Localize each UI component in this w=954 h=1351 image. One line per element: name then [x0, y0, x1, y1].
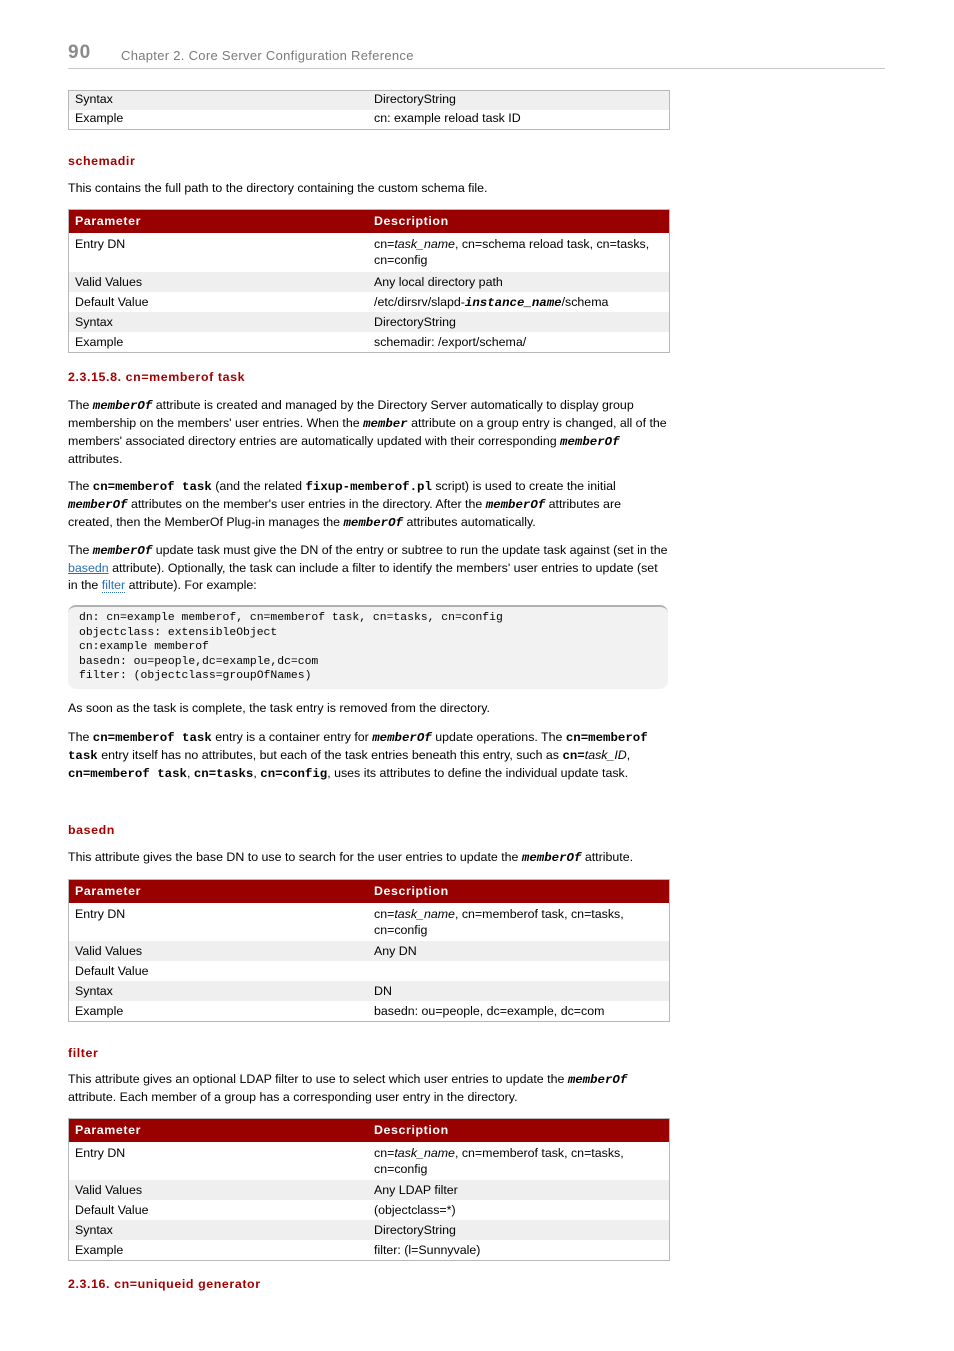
memberof-paragraph-3: The memberOf update task must give the DN of the entry or subtree to run the update task against (set in the basedn attribute). Optionally, the task can include a filter to identify the members' user entries to update (set in the filter attribute). For example: [68, 543, 668, 592]
chapter-title: Chapter 2. Core Server Configuration Reference [121, 48, 414, 63]
desc-cell: DirectoryString [374, 315, 456, 329]
table-row [69, 1142, 669, 1180]
table-row [69, 903, 669, 941]
memberof-paragraph-4: As soon as the task is complete, the task entry is removed from the directory. [68, 701, 490, 715]
page-header [68, 40, 885, 69]
param-cell: Default Value [75, 1203, 149, 1217]
param-cell: Syntax [75, 315, 113, 329]
param-cell: Example [75, 1004, 124, 1018]
filter-intro: This attribute gives an optional LDAP filter to use to select which user entries to update the memberOf attribute. Each member of a group has a corresponding user entry in the directory. [68, 1072, 628, 1104]
table-row [69, 1200, 669, 1220]
ldif-code-block: dn: cn=example memberof, cn=memberof task, cn=tasks, cn=config objectclass: extensibleObject cn:example memberof basedn: ou=people,dc=example,dc=com filter: (objectclass=groupOfNames) [68, 605, 668, 689]
table-row [69, 981, 669, 1001]
table-header [69, 880, 669, 903]
basedn-intro: This attribute gives the base DN to use to search for the user entries to update the memberOf attribute. [68, 850, 634, 865]
table-row [69, 292, 669, 312]
param-cell: Default Value [75, 295, 149, 309]
desc-column-header: Description [374, 214, 449, 228]
filter-heading: filter [68, 1046, 99, 1060]
page-number: 90 [68, 42, 92, 63]
desc-cell: basedn: ou=people, dc=example, dc=com [374, 1004, 605, 1018]
table-row [69, 1240, 669, 1260]
param-cell: Entry DN [75, 1146, 126, 1160]
basedn-table [68, 879, 670, 1022]
desc-column-header: Description [374, 1123, 449, 1137]
table-row [69, 1220, 669, 1240]
reload-task-table-continued [68, 90, 670, 130]
desc-cell: cn=task_name, cn=memberof task, cn=tasks, cn=config [374, 1146, 624, 1176]
basedn-heading: basedn [68, 823, 115, 837]
desc-cell: Any LDAP filter [374, 1183, 458, 1197]
desc-cell: DirectoryString [374, 1223, 456, 1237]
param-cell: Valid Values [75, 275, 143, 289]
basedn-link[interactable]: basedn [68, 561, 109, 575]
table-row [69, 91, 669, 110]
table-row [69, 961, 669, 981]
desc-cell: Any local directory path [374, 275, 503, 289]
desc-column-header: Description [374, 884, 449, 898]
param-cell: Entry DN [75, 237, 126, 251]
param-cell: Valid Values [75, 1183, 143, 1197]
table-row [69, 941, 669, 961]
param-cell: Default Value [75, 964, 149, 978]
param-cell: Syntax [75, 1223, 113, 1237]
desc-cell: /etc/dirsrv/slapd-instance_name/schema [374, 294, 609, 310]
memberof-task-heading: 2.3.15.8. cn=memberof task [68, 370, 246, 384]
param-cell: Example [75, 111, 124, 125]
param-cell: Entry DN [75, 907, 126, 921]
desc-cell: DN [374, 984, 392, 998]
schemadir-intro: This contains the full path to the directory containing the custom schema file. [68, 181, 488, 195]
filter-table [68, 1118, 670, 1261]
desc-cell: Any DN [374, 944, 417, 958]
desc-cell: DirectoryString [374, 92, 456, 106]
desc-cell: (objectclass=*) [374, 1203, 456, 1217]
table-row [69, 110, 669, 129]
param-column-header: Parameter [75, 884, 142, 898]
memberof-paragraph-1: The memberOf attribute is created and managed by the Directory Server automatically to display group membership on the members' user entries. When the member attribute on a group entry is changed, all of the members' associated directory entries are automatically updated with their corresponding memberOf attributes. [68, 398, 667, 466]
filter-link[interactable]: filter [101, 578, 126, 592]
param-column-header: Parameter [75, 214, 142, 228]
param-cell: Syntax [75, 92, 113, 106]
schemadir-table [68, 209, 670, 353]
desc-cell: cn=task_name, cn=memberof task, cn=tasks, cn=config [374, 907, 624, 937]
memberof-paragraph-5: The cn=memberof task entry is a container entry for memberOf update operations. The cn=memberof task entry itself has no attributes, but each of the task entries beneath this entry, such as cn=task_ID, cn=memberof task, cn=tasks, cn=config, uses its attributes to define the individual update task. [68, 730, 648, 781]
param-column-header: Parameter [75, 1123, 142, 1137]
param-cell: Syntax [75, 984, 113, 998]
table-row [69, 1180, 669, 1200]
table-row [69, 332, 669, 352]
memberof-paragraph-2: The cn=memberof task (and the related fixup-memberof.pl script) is used to create the initial memberOf attributes on the member's user entries in the directory. After the memberOf attributes are created, then the MemberOf Plug-in manages the memberOf attributes automatically. [68, 479, 621, 530]
table-row [69, 272, 669, 292]
table-row [69, 233, 669, 272]
schemadir-heading: schemadir [68, 154, 136, 168]
desc-cell: filter: (l=Sunnyvale) [374, 1243, 481, 1257]
param-cell: Example [75, 335, 124, 349]
uniqueid-generator-heading: 2.3.16. cn=uniqueid generator [68, 1277, 261, 1291]
table-row [69, 312, 669, 332]
param-cell: Valid Values [75, 944, 143, 958]
param-cell: Example [75, 1243, 124, 1257]
table-header [69, 210, 669, 233]
desc-cell: schemadir: /export/schema/ [374, 335, 527, 349]
desc-cell: cn: example reload task ID [374, 111, 521, 125]
desc-cell: cn=task_name, cn=schema reload task, cn=tasks, cn=config [374, 237, 650, 267]
table-row [69, 1001, 669, 1021]
table-header [69, 1119, 669, 1142]
